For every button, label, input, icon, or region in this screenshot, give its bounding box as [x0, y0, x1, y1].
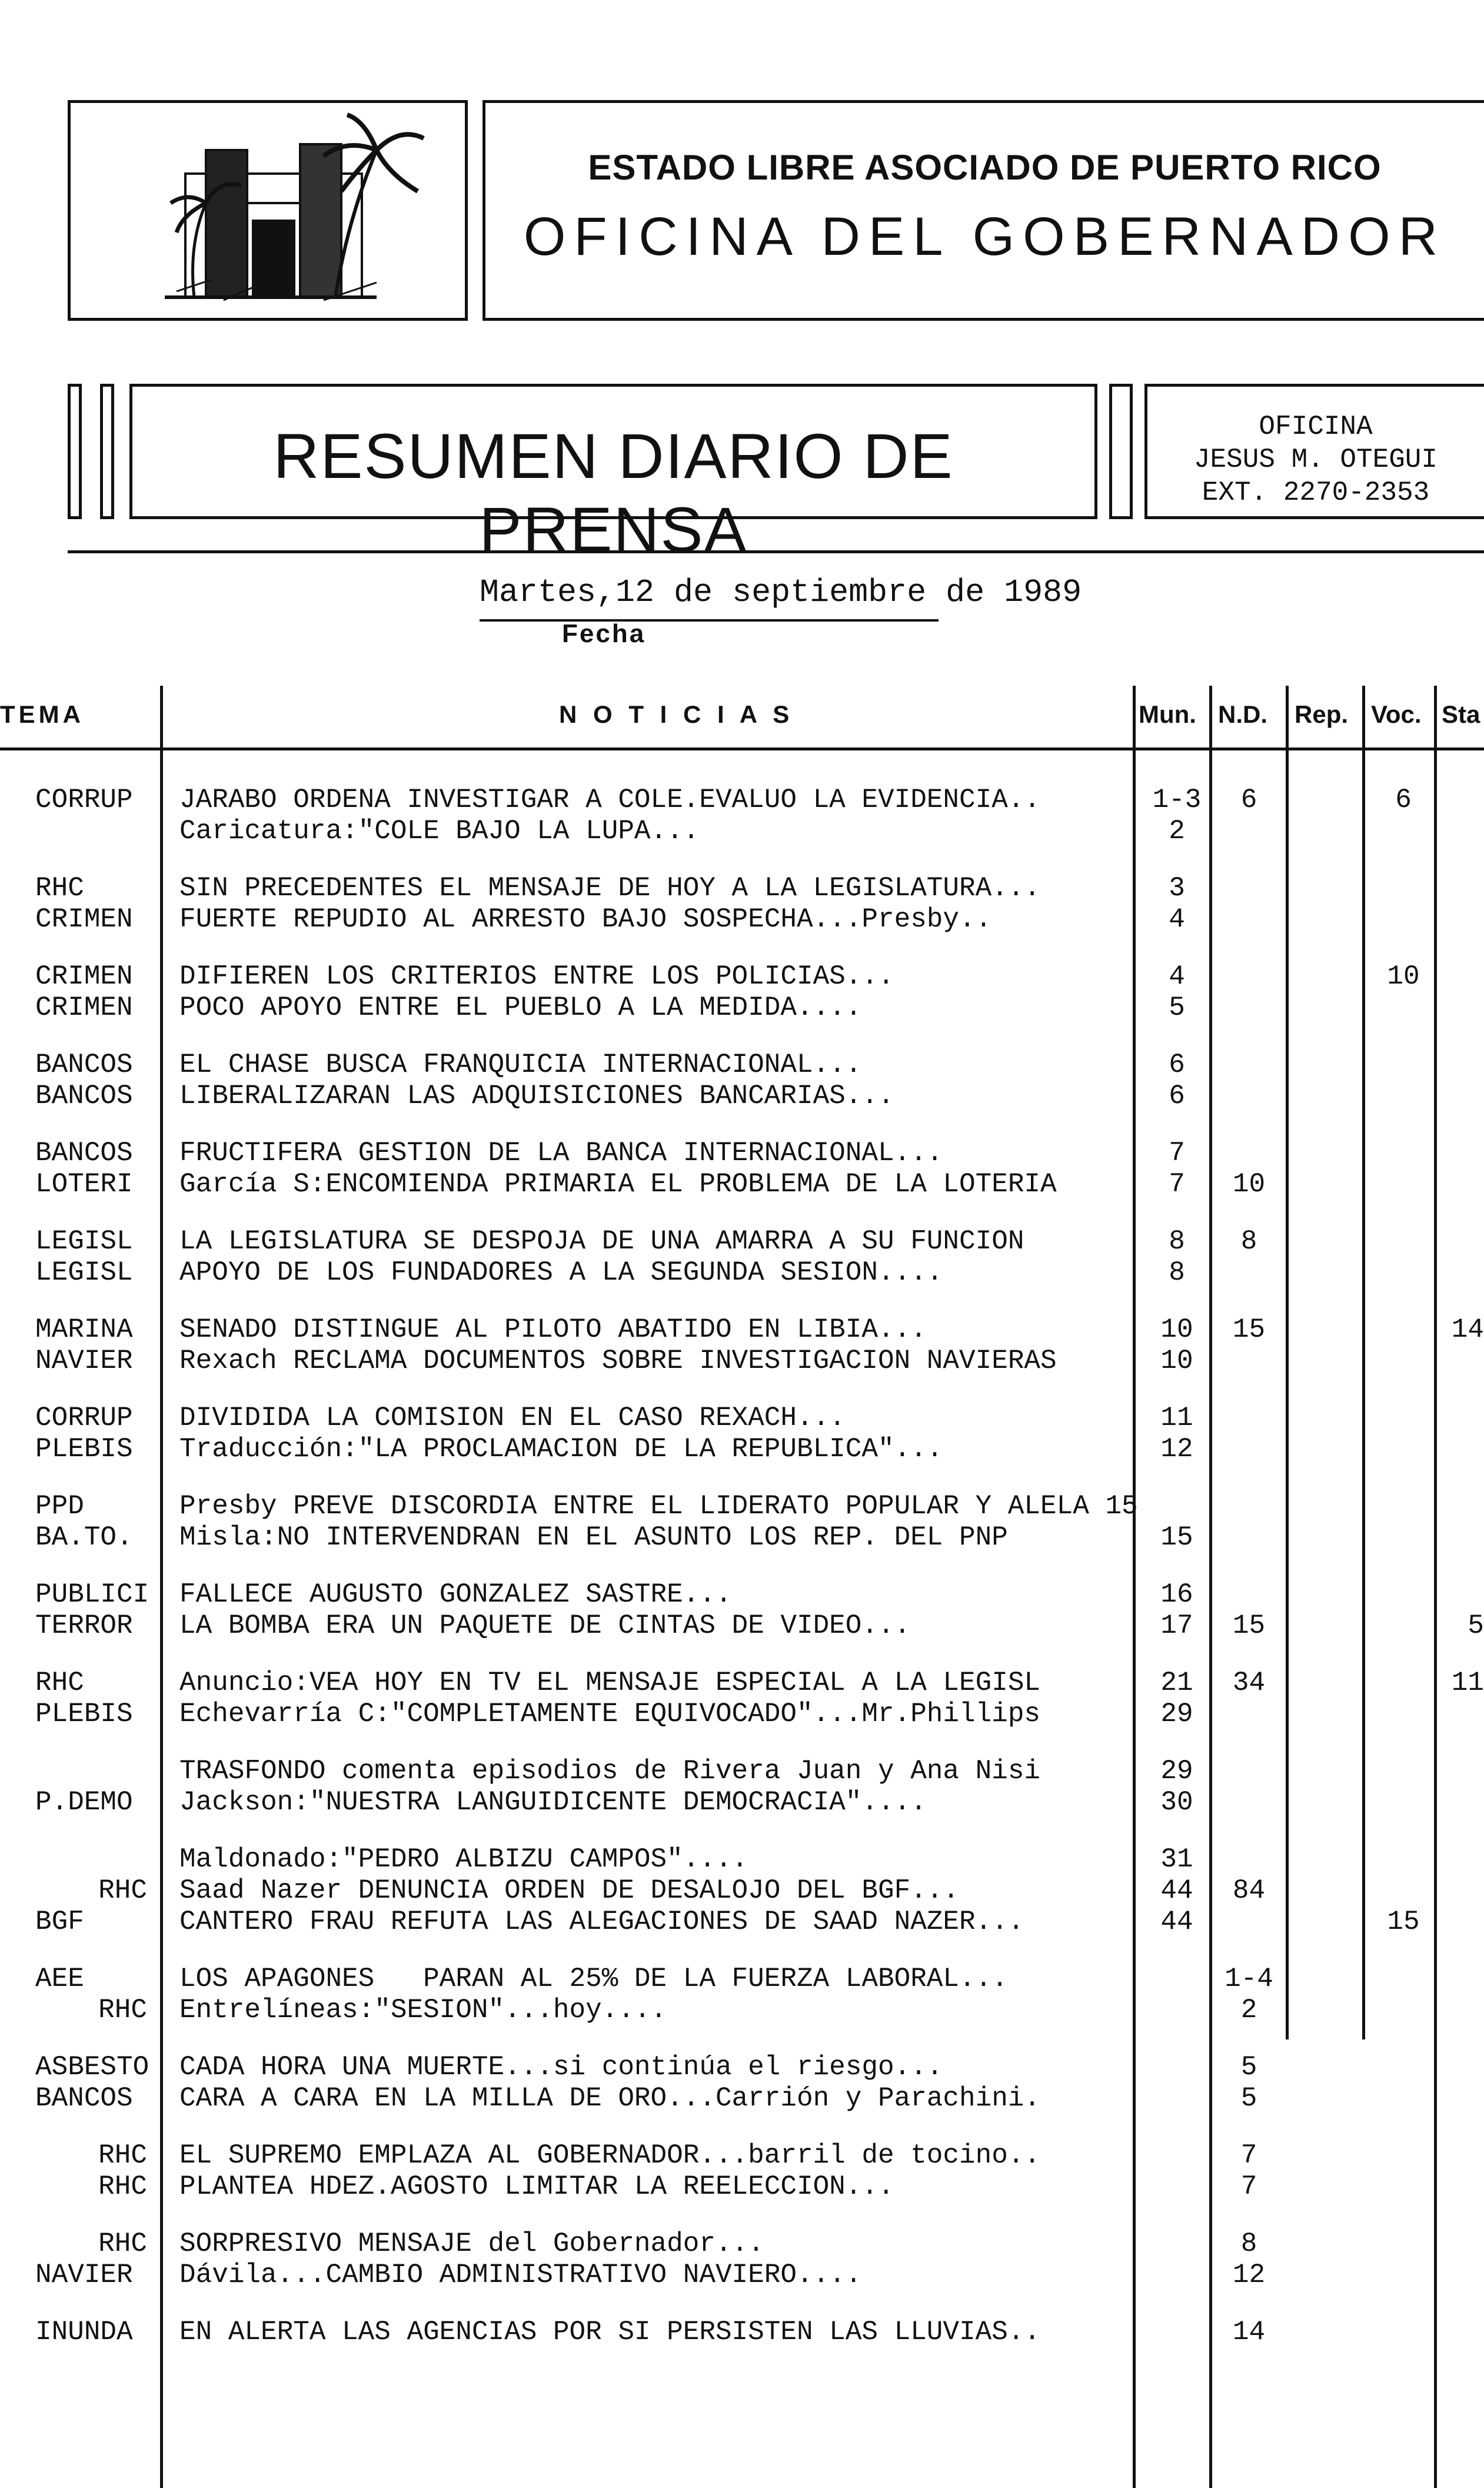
table-row [0, 1522, 1484, 1553]
row-mun: 8 [1169, 1226, 1185, 1257]
table-row [0, 1226, 1484, 1257]
table-row [0, 961, 1484, 992]
row-nd: 10 [1232, 1169, 1266, 1200]
office-line: JESUS M. OTEGUI [1193, 444, 1438, 475]
row-mun: 4 [1169, 904, 1185, 935]
decorative-bar [100, 384, 114, 519]
row-nd: 7 [1240, 2171, 1257, 2202]
table-row [0, 1049, 1484, 1081]
row-headline: Jackson:"NUESTRA LANGUIDICENTE DEMOCRACIA".... [179, 1787, 927, 1818]
table-row [0, 1875, 1484, 1906]
row-headline: Rexach RECLAMA DOCUMENTOS SOBRE INVESTIGACION NAVIERAS [179, 1346, 1057, 1376]
row-mun: 44 [1160, 1906, 1193, 1937]
column-header-tema: TEMA [0, 700, 84, 728]
table-row [0, 2140, 1484, 2171]
table-row [0, 1995, 1484, 2026]
decorative-bar [68, 384, 82, 519]
row-headline: LIBERALIZARAN LAS ADQUISICIONES BANCARIAS... [179, 1081, 894, 1111]
row-headline: JARABO ORDENA INVESTIGAR A COLE.EVALUO LA EVIDENCIA.. [179, 785, 1041, 815]
row-mun: 17 [1160, 1610, 1193, 1641]
row-headline: EN ALERTA LAS AGENCIAS POR SI PERSISTEN LAS LLUVIAS.. [179, 2317, 1041, 2347]
table-row [0, 1667, 1484, 1699]
row-headline: Misla:NO INTERVENDRAN EN EL ASUNTO LOS REP. DEL PNP [179, 1522, 1008, 1553]
column-header-sta: Sta [1442, 700, 1480, 728]
row-nd: 84 [1232, 1875, 1266, 1906]
row-mun: 2 [1169, 816, 1185, 846]
table-row [0, 2317, 1484, 2348]
table-row [0, 1138, 1484, 1169]
table-row [0, 1169, 1484, 1200]
row-mun: 1-3 [1152, 785, 1202, 815]
office-name: OFICINA DEL GOBERNADOR [523, 207, 1446, 267]
banner-title: RESUMEN DIARIO DE PRENSA [273, 420, 954, 565]
table-row [0, 1579, 1484, 1610]
row-headline: Anuncio:VEA HOY EN TV EL MENSAJE ESPECIAL A LA LEGISL [179, 1667, 1041, 1698]
row-headline: García S:ENCOMIENDA PRIMARIA EL PROBLEMA DE LA LOTERIA [179, 1169, 1057, 1200]
table-row [0, 1787, 1484, 1818]
row-headline: CADA HORA UNA MUERTE...si continúa el riesgo... [179, 2052, 943, 2082]
table-row [0, 1964, 1484, 1995]
row-mun: 29 [1160, 1699, 1193, 1729]
row-mun: 29 [1160, 1756, 1193, 1786]
row-headline: EL CHASE BUSCA FRANQUICIA INTERNACIONAL... [179, 1049, 862, 1080]
office-contact [1147, 410, 1484, 509]
row-tema: CRIMEN [35, 961, 133, 992]
fortaleza-illustration [71, 103, 465, 318]
row-tema: CORRUP [35, 785, 133, 815]
table-row [0, 904, 1484, 935]
table-row [0, 1756, 1484, 1787]
government-name: ESTADO LIBRE ASOCIADO DE PUERTO RICO [588, 148, 1382, 187]
row-tema: INUNDA [35, 2317, 133, 2347]
row-sta: 11 [1451, 1667, 1484, 1698]
table-row [0, 2171, 1484, 2203]
table-row [0, 1257, 1484, 1288]
row-tema: BANCOS [35, 1138, 133, 1168]
row-tema: RHC [98, 1995, 147, 2025]
row-headline: APOYO DE LOS FUNDADORES A LA SEGUNDA SESION.... [179, 1257, 943, 1288]
row-mun: 3 [1169, 873, 1185, 903]
header-rule [0, 748, 1484, 750]
row-mun: 5 [1169, 992, 1185, 1023]
row-mun: 21 [1160, 1667, 1193, 1698]
row-sta: 5 [1468, 1610, 1484, 1641]
row-tema: P.DEMO [35, 1787, 133, 1818]
table-row [0, 1403, 1484, 1434]
row-nd: 12 [1232, 2260, 1266, 2290]
row-tema: BA.TO. [35, 1522, 133, 1553]
row-tema: LEGISL [35, 1226, 133, 1257]
row-headline: SENADO DISTINGUE AL PILOTO ABATIDO EN LIBIA... [179, 1314, 927, 1345]
row-tema: PPD [35, 1491, 84, 1522]
row-headline: Caricatura:"COLE BAJO LA LUPA... [179, 816, 700, 846]
column-header-mun: Mun. [1139, 700, 1196, 728]
row-headline: DIFIEREN LOS CRITERIOS ENTRE LOS POLICIAS... [179, 961, 894, 992]
row-headline: Presby PREVE DISCORDIA ENTRE EL LIDERATO POPULAR Y ALELA 15 [179, 1491, 1138, 1522]
row-headline: FALLECE AUGUSTO GONZALEZ SASTRE... [179, 1579, 732, 1610]
row-headline: Entrelíneas:"SESION"...hoy.... [179, 1995, 667, 2025]
row-voc: 10 [1387, 961, 1420, 992]
table-row [0, 1610, 1484, 1642]
row-tema: BGF [35, 1906, 84, 1937]
column-header-rep: Rep. [1295, 700, 1349, 728]
row-tema: BANCOS [35, 2083, 133, 2114]
table-row [0, 1906, 1484, 1938]
row-tema: TERROR [35, 1610, 133, 1641]
row-sta: 14 [1451, 1314, 1484, 1345]
government-title-box [483, 100, 1484, 321]
row-headline: LA LEGISLATURA SE DESPOJA DE UNA AMARRA A SU FUNCION [179, 1226, 1024, 1257]
row-nd: 5 [1240, 2052, 1257, 2082]
row-headline: Maldonado:"PEDRO ALBIZU CAMPOS".... [179, 1844, 748, 1875]
row-tema: LOTERI [35, 1169, 133, 1200]
row-voc: 15 [1387, 1906, 1420, 1937]
row-tema: PUBLICI [35, 1579, 149, 1610]
row-mun: 6 [1169, 1049, 1185, 1080]
row-nd: 5 [1240, 2083, 1257, 2114]
row-nd: 15 [1232, 1314, 1266, 1345]
table-row [0, 1491, 1484, 1522]
row-headline: LOS APAGONES PARAN AL 25% DE LA FUERZA LABORAL... [179, 1964, 1008, 1994]
row-tema: LEGISL [35, 1257, 133, 1288]
row-tema: RHC [98, 2228, 147, 2259]
table-row [0, 873, 1484, 904]
row-tema: RHC [98, 1875, 147, 1906]
row-mun: 7 [1169, 1169, 1185, 1200]
row-headline: Dávila...CAMBIO ADMINISTRATIVO NAVIERO.... [179, 2260, 862, 2290]
row-headline: Echevarría C:"COMPLETAMENTE EQUIVOCADO"...Mr.Phillips [179, 1699, 1041, 1729]
row-nd: 1-4 [1225, 1964, 1273, 1994]
row-tema: CORRUP [35, 1403, 133, 1433]
row-tema: RHC [98, 2171, 147, 2202]
row-headline: FRUCTIFERA GESTION DE LA BANCA INTERNACIONAL... [179, 1138, 943, 1168]
divider [68, 550, 1484, 553]
row-tema: RHC [35, 1667, 84, 1698]
row-headline: FUERTE REPUDIO AL ARRESTO BAJO SOSPECHA...Presby.. [179, 904, 992, 935]
row-mun: 15 [1160, 1522, 1193, 1553]
banner-box [129, 384, 1097, 565]
row-headline: EL SUPREMO EMPLAZA AL GOBERNADOR...barril de tocino.. [179, 2140, 1041, 2171]
table-row [0, 2083, 1484, 2114]
table-row [0, 2052, 1484, 2083]
row-mun: 7 [1169, 1138, 1185, 1168]
row-headline: SORPRESIVO MENSAJE del Gobernador... [179, 2228, 764, 2259]
row-tema: RHC [35, 873, 84, 903]
row-headline: DIVIDIDA LA COMISION EN EL CASO REXACH... [179, 1403, 846, 1433]
row-headline: CARA A CARA EN LA MILLA DE ORO...Carrión y Parachini. [179, 2083, 1041, 2114]
row-mun: 16 [1160, 1579, 1193, 1610]
table-row [0, 1434, 1484, 1465]
report-date: Martes,12 de septiembre de 1989 [480, 574, 1082, 611]
table-row [0, 1699, 1484, 1730]
table-row [0, 785, 1484, 816]
row-headline: CANTERO FRAU REFUTA LAS ALEGACIONES DE SAAD NAZER... [179, 1906, 1024, 1937]
row-tema: PLEBIS [35, 1434, 133, 1464]
row-nd: 34 [1232, 1667, 1266, 1698]
decorative-bar [1109, 384, 1133, 519]
office-line: EXT. 2270-2353 [1202, 477, 1430, 508]
row-tema: RHC [98, 2140, 147, 2171]
date-label: Fecha [562, 619, 646, 648]
table-row [0, 1346, 1484, 1377]
date-underline [480, 619, 939, 622]
row-mun: 44 [1160, 1875, 1193, 1906]
row-mun: 10 [1160, 1314, 1193, 1345]
column-header-noticias: N O T I C I A S [559, 700, 794, 728]
table-row [0, 1844, 1484, 1875]
table-row [0, 1314, 1484, 1346]
row-nd: 6 [1240, 785, 1257, 815]
row-headline: Saad Nazer DENUNCIA ORDEN DE DESALOJO DEL BGF... [179, 1875, 960, 1906]
table-row [0, 2260, 1484, 2291]
row-nd: 14 [1232, 2317, 1266, 2347]
row-mun: 31 [1160, 1844, 1193, 1875]
row-headline: SIN PRECEDENTES EL MENSAJE DE HOY A LA LEGISLATURA... [179, 873, 1041, 903]
table-row [0, 1081, 1484, 1112]
row-headline: LA BOMBA ERA UN PAQUETE DE CINTAS DE VIDEO... [179, 1610, 911, 1641]
row-mun: 10 [1160, 1346, 1193, 1376]
row-mun: 6 [1169, 1081, 1185, 1111]
row-nd: 2 [1240, 1995, 1257, 2025]
column-header-voc: Voc. [1371, 700, 1422, 728]
row-tema: CRIMEN [35, 904, 133, 935]
column-header-nd: N.D. [1218, 700, 1267, 728]
row-headline: Traducción:"LA PROCLAMACION DE LA REPUBLICA"... [179, 1434, 943, 1464]
row-nd: 15 [1232, 1610, 1266, 1641]
row-headline: POCO APOYO ENTRE EL PUEBLO A LA MEDIDA.... [179, 992, 862, 1023]
row-mun: 8 [1169, 1257, 1185, 1288]
row-headline: TRASFONDO comenta episodios de Rivera Juan y Ana Nisi [179, 1756, 1041, 1786]
row-nd: 8 [1240, 2228, 1257, 2259]
office-contact-box [1144, 384, 1484, 519]
row-mun: 12 [1160, 1434, 1193, 1464]
row-mun: 30 [1160, 1787, 1193, 1818]
row-tema: NAVIER [35, 1346, 133, 1376]
row-tema: BANCOS [35, 1081, 133, 1111]
row-tema: AEE [35, 1964, 84, 1994]
row-nd: 8 [1240, 1226, 1257, 1257]
governor-office-logo [68, 100, 468, 321]
table-row [0, 992, 1484, 1024]
table-row [0, 2228, 1484, 2260]
row-tema: BANCOS [35, 1049, 133, 1080]
row-tema: MARINA [35, 1314, 133, 1345]
row-tema: PLEBIS [35, 1699, 133, 1729]
row-mun: 11 [1160, 1403, 1193, 1433]
row-headline: PLANTEA HDEZ.AGOSTO LIMITAR LA REELECCION... [179, 2171, 894, 2202]
row-tema: NAVIER [35, 2260, 133, 2290]
row-nd: 7 [1240, 2140, 1257, 2171]
table-row [0, 816, 1484, 847]
row-tema: ASBESTO [35, 2052, 149, 2082]
row-tema: CRIMEN [35, 992, 133, 1023]
office-line: OFICINA [1259, 411, 1373, 442]
row-mun: 4 [1169, 961, 1185, 992]
row-voc: 6 [1395, 785, 1412, 815]
